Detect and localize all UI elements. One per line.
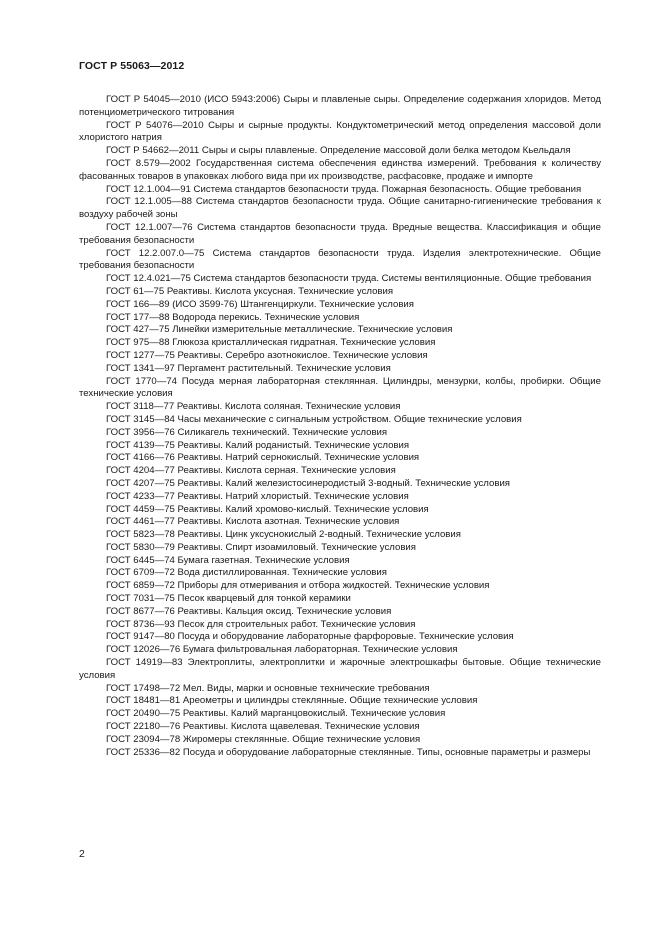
reference-item: ГОСТ 6709—72 Вода дистиллированная. Технические условия <box>106 567 387 579</box>
reference-item: ГОСТ 8736—93 Песок для строительных работ. Технические условия <box>106 618 416 630</box>
reference-item: ГОСТ 3956—76 Силикагель технический. Технические условия <box>106 426 388 438</box>
reference-item: ГОСТ 12026—76 Бумага фильтровальная лабораторная. Технические условия <box>106 644 458 656</box>
reference-item: ГОСТ 1770—74 Посуда мерная лабораторная стеклянная. Цилиндры, мензурки, колбы, пробирки. Общие технические условия <box>79 375 601 400</box>
reference-item: ГОСТ 4207—75 Реактивы. Калий железистосинеродистый 3-водный. Технические условия <box>106 477 511 489</box>
reference-item: ГОСТ Р 54662—2011 Сыры и сыры плавленые. Определение массовой доли белка методом Кьельдаля <box>106 145 571 157</box>
reference-item: ГОСТ 25336—82 Посуда и оборудование лабораторные стеклянные. Типы, основные параметры и размеры <box>106 746 591 758</box>
references-list <box>79 94 601 759</box>
reference-item: ГОСТ 12.1.005—88 Система стандартов безопасности труда. Общие санитарно-гигиенические требования к воздуху рабочей зоны <box>79 196 601 221</box>
reference-item: ГОСТ 61—75 Реактивы. Кислота уксусная. Технические условия <box>106 285 394 297</box>
reference-item: ГОСТ 6859—72 Приборы для отмеривания и отбора жидкостей. Технические условия <box>106 580 490 592</box>
reference-item: ГОСТ 4461—77 Реактивы. Кислота азотная. Технические условия <box>106 516 400 528</box>
reference-item: ГОСТ 1341—97 Пергамент растительный. Технические условия <box>106 362 391 374</box>
reference-item: ГОСТ 12.2.007.0—75 Система стандартов безопасности труда. Изделия электротехнические. Общие требования безопасности <box>79 247 601 272</box>
reference-item: ГОСТ 177—88 Водорода перекись. Технические условия <box>106 311 360 323</box>
reference-item: ГОСТ 4166—76 Реактивы. Натрий сернокислый. Технические условия <box>106 452 420 464</box>
reference-item: ГОСТ 12.1.004—91 Система стандартов безопасности труда. Пожарная безопасность. Общие требования <box>106 183 582 195</box>
reference-item: ГОСТ 6445—74 Бумага газетная. Технические условия <box>106 554 350 566</box>
reference-item: ГОСТ 427—75 Линейки измерительные металлические. Технические условия <box>106 324 453 336</box>
reference-item: ГОСТ Р 54076—2010 Сыры и сырные продукты. Кондуктометрический метод определения массовой доли хлористого натрия <box>79 119 601 144</box>
reference-item: ГОСТ 166—89 (ИСО 3599-76) Штангенциркули. Технические условия <box>106 298 414 310</box>
reference-item: ГОСТ 20490—75 Реактивы. Калий марганцовокислый. Технические условия <box>106 708 446 720</box>
reference-item: ГОСТ 4204—77 Реактивы. Кислота серная. Технические условия <box>106 465 396 477</box>
reference-item: ГОСТ 12.1.007—76 Система стандартов безопасности труда. Вредные вещества. Классификация и общие требования безопасности <box>79 221 601 246</box>
reference-item: ГОСТ 4139—75 Реактивы. Калий роданистый. Технические условия <box>106 439 410 451</box>
reference-item: ГОСТ 4459—75 Реактивы. Калий хромово-кислый. Технические условия <box>106 503 429 515</box>
reference-item: ГОСТ 23094—78 Жиромеры стеклянные. Общие технические условия <box>106 733 421 745</box>
reference-item: ГОСТ 14919—83 Электроплиты, электроплитки и жарочные электрошкафы бытовые. Общие технические условия <box>79 657 601 681</box>
reference-item: ГОСТ 8.579—2002 Государственная система обеспечения единства измерений. Требования к количеству фасованных товаров в упаковках любого вида при их производстве, расфасовке, продаже и импорте <box>79 157 601 182</box>
document-header: ГОСТ Р 55063—2012 <box>79 60 185 72</box>
reference-item: ГОСТ 17498—72 Мел. Виды, марки и основные технические требования <box>106 682 430 694</box>
reference-item: ГОСТ 3118—77 Реактивы. Кислота соляная. Технические условия <box>106 401 401 413</box>
reference-item: ГОСТ 7031—75 Песок кварцевый для тонкой керамики <box>106 593 351 605</box>
page-number: 2 <box>79 848 85 860</box>
reference-item: ГОСТ 8677—76 Реактивы. Кальция оксид. Технические условия <box>106 605 392 617</box>
reference-item: ГОСТ 4233—77 Реактивы. Натрий хлористый. Технические условия <box>106 490 409 502</box>
reference-item: ГОСТ 12.4.021—75 Система стандартов безопасности труда. Системы вентиляционные. Общие требования <box>106 273 592 285</box>
reference-item: ГОСТ 22180—76 Реактивы. Кислота щавелевая. Технические условия <box>106 721 420 733</box>
reference-item: ГОСТ Р 54045—2010 (ИСО 5943:2006) Сыры и плавленые сыры. Определение содержания хлоридов. Метод потенциометрического титрования <box>79 94 601 118</box>
reference-item: ГОСТ 975—88 Глюкоза кристаллическая гидратная. Технические условия <box>106 337 436 349</box>
reference-item: ГОСТ 5823—78 Реактивы. Цинк уксуснокислый 2-водный. Технические условия <box>106 529 461 541</box>
reference-item: ГОСТ 18481—81 Ареометры и цилиндры стеклянные. Общие технические условия <box>106 695 478 707</box>
reference-item: ГОСТ 5830—79 Реактивы. Спирт изоамиловый. Технические условия <box>106 541 416 553</box>
reference-item: ГОСТ 3145—84 Часы механические с сигнальным устройством. Общие технические условия <box>106 413 522 425</box>
reference-item: ГОСТ 9147—80 Посуда и оборудование лабораторные фарфоровые. Технические условия <box>106 631 514 643</box>
reference-item: ГОСТ 1277—75 Реактивы. Серебро азотнокислое. Технические условия <box>106 349 428 361</box>
